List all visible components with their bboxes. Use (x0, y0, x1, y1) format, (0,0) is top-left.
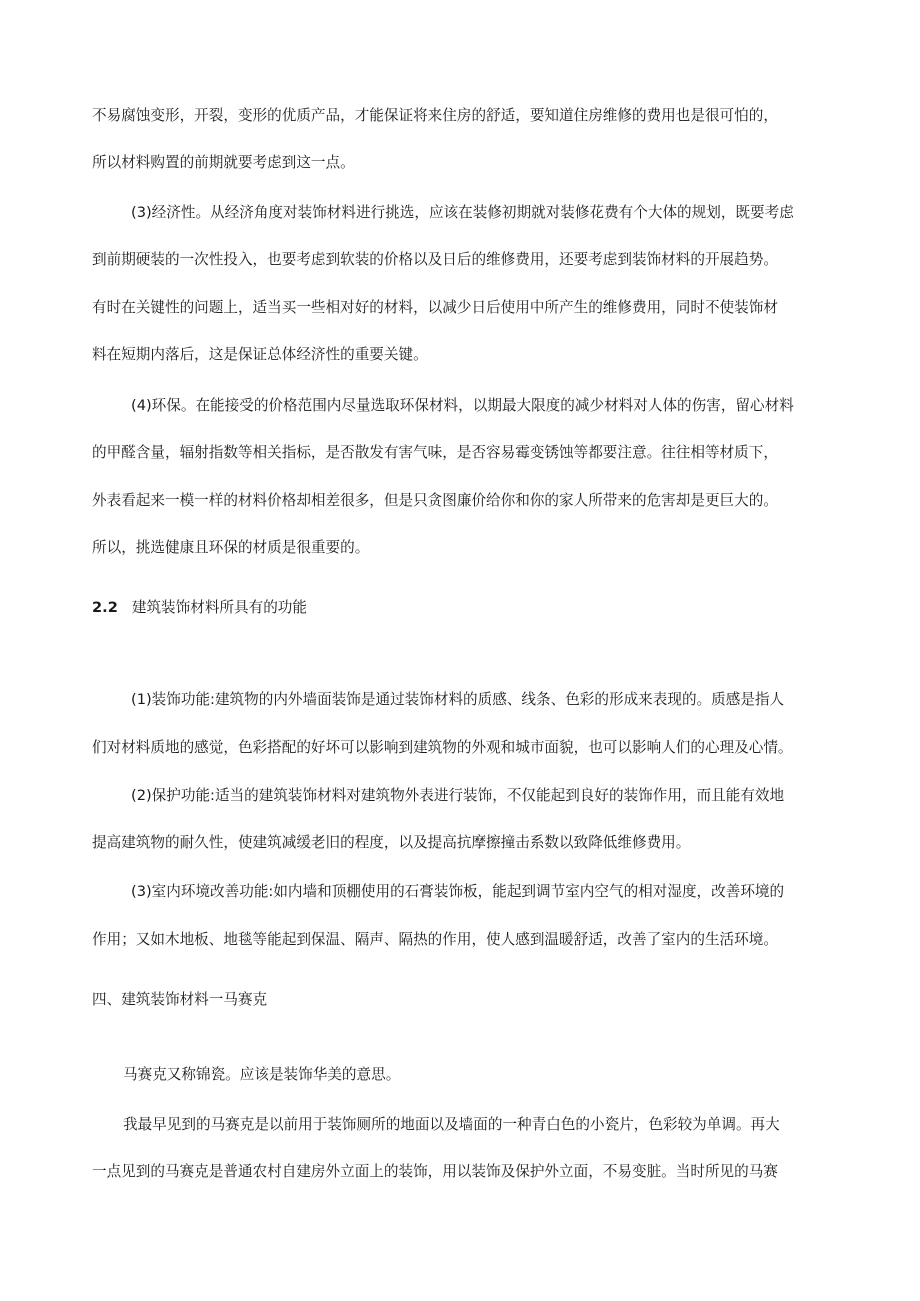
section-heading-4: 四、建筑装饰材料一马赛克 (92, 991, 268, 1008)
paragraph-line: 所以，挑选健康且环保的材质是很重要的。 (92, 539, 370, 556)
paragraph-line: (3)室内环境改善功能:如内墙和顶棚使用的石膏装饰板，能起到调节室内空气的相对湿度，改善环境的 (131, 883, 785, 900)
paragraph-line: 料在短期内落后，这是保证总体经济性的重要关键。 (92, 346, 428, 363)
paragraph-line: 所以材料购置的前期就要考虑到这一点。 (92, 154, 355, 171)
section-number: 2.2 (92, 599, 118, 616)
paragraph-line: 外表看起来一模一样的材料价格却相差很多，但是只贪图廉价给你和你的家人所带来的危害却是更巨大的。 (92, 492, 778, 509)
paragraph-line: (1)装饰功能:建筑物的内外墙面装饰是通过装饰材料的质感、线条、色彩的形成来表现的。质感是指人 (131, 691, 785, 708)
paragraph-line: 作用；又如木地板、地毯等能起到保温、隔声、隔热的作用，使人感到温暖舒适，改善了室内的生活环境。 (92, 931, 778, 948)
paragraph-line: 提高建筑物的耐久性，使建筑减缓老旧的程度，以及提高抗摩擦撞击系数以致降低维修费用。 (92, 834, 691, 851)
paragraph-line: 的甲醛含量，辐射指数等相关指标，是否散发有害气味，是否容易霉变锈蚀等都要注意。往往相等材质下， (92, 444, 778, 461)
section-heading-2-2 (92, 598, 832, 618)
section-title: 建筑装饰材料所具有的功能 (131, 599, 307, 616)
paragraph-line: 马赛克又称锦瓷。应该是装饰华美的意思。 (123, 1066, 401, 1083)
paragraph-line: (3)经济性。从经济角度对装饰材料进行挑选，应该在装修初期就对装修花费有个大体的规划，既要考虑 (131, 204, 794, 221)
paragraph-line: 一点见到的马赛克是普通农村自建房外立面上的装饰，用以装饰及保护外立面，不易变脏。当时所见的马赛 (92, 1163, 778, 1180)
paragraph-line: 我最早见到的马赛克是以前用于装饰厕所的地面以及墙面的一种青白色的小瓷片，色彩较为单调。再大 (123, 1116, 780, 1133)
paragraph-line: (4)环保。在能接受的价格范围内尽量选取环保材料，以期最大限度的减少材料对人体的伤害，留心材料 (131, 397, 794, 414)
paragraph-line: 们对材料质地的感觉，色彩搭配的好坏可以影响到建筑物的外观和城市面貌，也可以影响人们的心理及心情。 (92, 739, 793, 756)
paragraph-line: 有时在关键性的问题上，适当买一些相对好的材料，以减少日后使用中所产生的维修费用，同时不使装饰材 (92, 299, 778, 316)
paragraph-line: 不易腐蚀变形，开裂，变形的优质产品，才能保证将来住房的舒适，要知道住房维修的费用也是很可怕的， (92, 107, 778, 124)
paragraph-line: (2)保护功能:适当的建筑装饰材料对建筑物外表进行装饰，不仅能起到良好的装饰作用，而且能有效地 (131, 787, 785, 804)
paragraph-line: 到前期硬装的一次性投入，也要考虑到软装的价格以及日后的维修费用，还要考虑到装饰材料的开展趋势。 (92, 251, 778, 268)
